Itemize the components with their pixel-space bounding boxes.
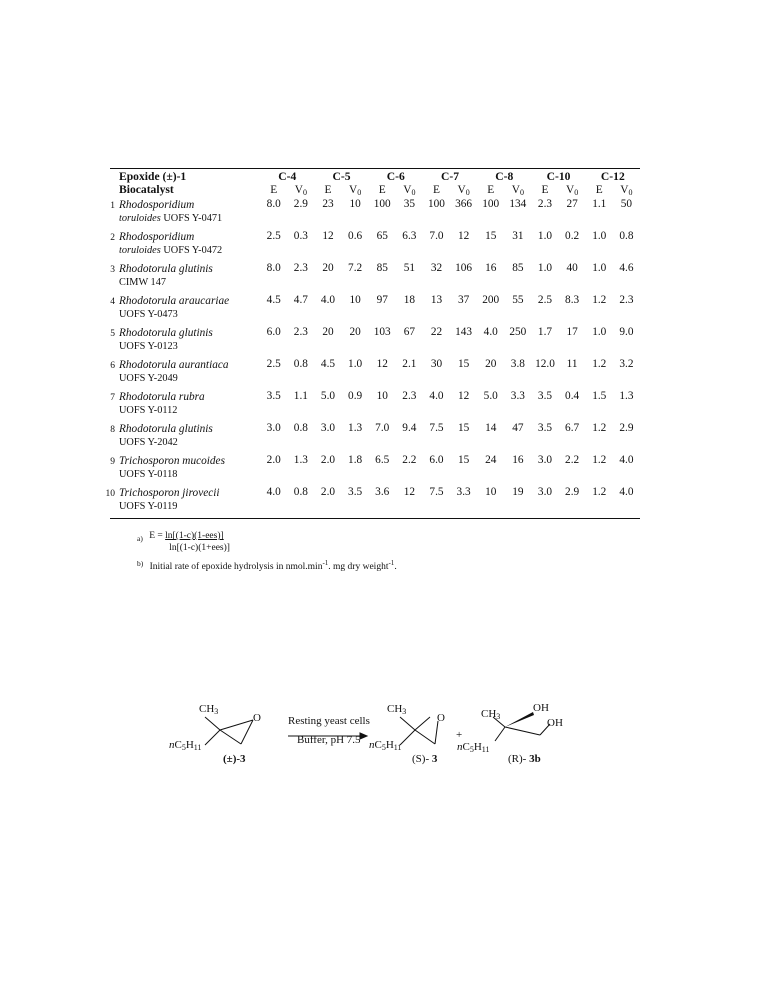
v0-value-cell: 4.7: [293, 294, 308, 306]
biocatalyst-cell: [110, 230, 260, 262]
v0-value-cell: 2.9: [293, 198, 308, 210]
v0-value-cell: 1.8: [348, 454, 363, 466]
substrate-oxygen: O: [253, 712, 261, 724]
arrow-label-top: Resting yeast cells: [288, 715, 370, 727]
v0-value-cell: 2.9: [565, 486, 580, 498]
footnote-a: [137, 530, 397, 554]
biocatalyst-cell: [110, 454, 260, 486]
row-number: 3: [110, 265, 115, 275]
substrate-label: (±)-3: [223, 753, 246, 765]
substrate-bond-ch3: [205, 717, 220, 730]
v0-value-cell: 47: [512, 422, 524, 434]
v0-value-cell: 0.8: [619, 230, 634, 242]
table-row: [110, 326, 640, 358]
v0-value-cell: 2.2: [565, 454, 580, 466]
product1-label: (S)- 3: [412, 753, 438, 765]
arrow-label-bottom: Buffer, pH 7.5: [297, 734, 361, 746]
product1-oxygen: O: [437, 712, 445, 724]
e-value-cell: 12.0: [535, 358, 555, 370]
substrate-ring-2: [220, 720, 253, 730]
col-header-c4: C-4: [278, 170, 297, 183]
table-row: [110, 390, 640, 422]
e-value-cell: 1.5: [592, 390, 607, 402]
v0-value-cell: 1.1: [293, 390, 308, 402]
row-number: 8: [110, 425, 115, 435]
v0-value-cell: 1.3: [348, 422, 363, 434]
row-number: 10: [105, 489, 115, 499]
e-value-cell: 12: [376, 358, 388, 370]
e-value-cell: 1.1: [592, 198, 607, 210]
species-name: Rhodosporidium: [119, 199, 195, 211]
v0-value-cell: 0.4: [565, 390, 580, 402]
v0-value-cell: 55: [512, 294, 524, 306]
product1-ch3: $CH_3$: [387, 703, 407, 716]
e-value-cell: 4.0: [266, 486, 281, 498]
v0-value-cell: 2.2: [402, 454, 417, 466]
v0-value-cell: 143: [455, 326, 473, 338]
e-value-cell: 20: [485, 358, 497, 370]
v0-value-cell: 1.3: [619, 390, 634, 402]
row-number: 2: [110, 233, 115, 243]
e-value-cell: 4.5: [320, 358, 336, 370]
e-value-cell: 85: [376, 262, 388, 274]
e-value-cell: 1.2: [592, 486, 607, 498]
e-value-cell: 10: [485, 486, 497, 498]
e-value-cell: 100: [428, 198, 445, 210]
footnote-b-text-3: .: [394, 562, 397, 573]
e-value-cell: 1.2: [592, 358, 607, 370]
e-value-cell: 15: [485, 230, 497, 242]
v0-value-cell: 2.3: [293, 326, 308, 338]
v0-value-cell: 3.5: [348, 486, 363, 498]
strain-code: UOFS Y-0118: [119, 468, 178, 480]
species-name: Rhodosporidium: [119, 231, 195, 243]
biocatalyst-cell: [105, 486, 260, 518]
v0-value-cell: 35: [403, 198, 415, 210]
v0-value-cell: 0.3: [293, 230, 308, 242]
v0-value-cell: 10: [349, 294, 361, 306]
e-value-cell: 16: [485, 262, 497, 274]
e-subheader: E: [324, 183, 332, 196]
e-subheader: E: [595, 183, 603, 196]
v0-value-cell: 19: [512, 486, 524, 498]
e-value-cell: 1.0: [592, 230, 607, 242]
formula-denominator: ln[(1-c)(1+ees)]: [169, 543, 230, 553]
substrate-pentyl: $nC_5H_{11}$: [169, 739, 202, 752]
e-value-cell: 65: [376, 230, 388, 242]
v0-subheader: $V_0$: [566, 183, 579, 197]
v0-value-cell: 8.3: [565, 294, 580, 306]
v0-value-cell: 2.3: [293, 262, 308, 274]
species-name: Trichosporon mucoides: [119, 455, 225, 467]
e-value-cell: 3.0: [266, 422, 281, 434]
e-value-cell: 7.0: [375, 422, 390, 434]
table-row: [110, 358, 640, 390]
e-value-cell: 2.0: [320, 454, 336, 466]
e-value-cell: 14: [485, 422, 497, 434]
table-row: [110, 230, 640, 262]
e-value-cell: 1.0: [592, 262, 607, 274]
col-header-c5: C-5: [332, 170, 351, 183]
product2-oh2: OH: [547, 717, 563, 729]
v0-value-cell: 12: [403, 486, 415, 498]
v0-value-cell: 67: [403, 326, 415, 338]
v0-value-cell: 9.4: [402, 422, 417, 434]
v0-value-cell: 18: [403, 294, 415, 306]
v0-value-cell: 6.7: [565, 422, 580, 434]
species-name: Rhodotorula aurantiaca: [119, 359, 229, 371]
v0-value-cell: 51: [403, 262, 415, 274]
v0-value-cell: 50: [620, 198, 633, 210]
e-subheader: E: [378, 183, 386, 196]
e-value-cell: 7.0: [429, 230, 444, 242]
e-value-cell: 12: [322, 230, 334, 242]
e-value-cell: 1.0: [537, 262, 553, 274]
e-value-cell: 2.5: [266, 358, 281, 370]
row-number: 4: [110, 297, 115, 307]
v0-value-cell: 250: [509, 326, 527, 338]
product1-pentyl: $nC_5H_{11}$: [369, 739, 402, 752]
e-value-cell: 10: [376, 390, 388, 402]
substrate-ring-1: [220, 730, 241, 744]
e-value-cell: 32: [430, 262, 443, 274]
e-value-cell: 6.0: [266, 326, 281, 338]
species-name: Rhodotorula glutinis: [119, 263, 213, 275]
v0-value-cell: 4.0: [619, 486, 634, 498]
substrate-bond-r: [205, 730, 220, 745]
v0-value-cell: 3.8: [510, 358, 525, 370]
enantioselectivity-formula: [149, 530, 230, 554]
e-value-cell: 2.5: [537, 294, 553, 306]
e-value-cell: 5.0: [483, 390, 498, 402]
strain-code: CIMW 147: [119, 276, 167, 288]
col-header-c12: C-12: [600, 170, 625, 183]
strain-code: UOFS Y-0119: [119, 500, 178, 512]
product2-wedge-oh1: [505, 712, 534, 727]
e-value-cell: 20: [322, 262, 334, 274]
product2-label: (R)- 3b: [508, 753, 541, 765]
e-value-cell: 3.5: [266, 390, 281, 402]
col-header-c7: C-7: [441, 170, 460, 183]
footnotes: [137, 530, 402, 573]
e-value-cell: 1.2: [592, 454, 607, 466]
col-header-c6: C-6: [386, 170, 405, 183]
epoxide-header: Epoxide (±)-1: [119, 170, 187, 183]
v0-subheader: $V_0$: [348, 183, 362, 197]
v0-subheader: $V_0$: [511, 183, 524, 197]
v0-value-cell: 9.0: [619, 326, 634, 338]
v0-value-cell: 12: [457, 390, 470, 402]
v0-value-cell: 11: [566, 358, 578, 370]
e-value-cell: 13: [430, 294, 443, 306]
footnote-b: [137, 557, 397, 573]
biocatalyst-cell: [110, 358, 260, 390]
substrate-ch3: $CH_3$: [199, 703, 219, 716]
v0-value-cell: 3.3: [456, 486, 471, 498]
v0-value-cell: 106: [455, 262, 473, 274]
v0-value-cell: 0.8: [293, 486, 308, 498]
e-value-cell: 1.2: [592, 294, 607, 306]
footnote-a-mark: a): [137, 534, 143, 544]
formula-prefix: E =: [149, 531, 163, 541]
product1-ring-2: [415, 717, 430, 730]
biocatalyst-cell: [110, 198, 260, 230]
footnote-b-sup-1: -1: [322, 559, 329, 567]
species-name: Rhodotorula glutinis: [119, 327, 213, 339]
product1-bond-r: [400, 730, 415, 745]
v0-subheader: $V_0$: [620, 183, 633, 197]
e-subheader: E: [433, 183, 440, 196]
e-value-cell: 2.3: [537, 198, 553, 210]
species-name: Trichosporon jirovecii: [119, 487, 220, 499]
results-table: [105, 168, 640, 519]
v0-value-cell: 40: [566, 262, 578, 274]
v0-value-cell: 0.2: [565, 230, 580, 242]
product2-ch3: $CH_3$: [481, 708, 501, 721]
row-number: 5: [110, 329, 115, 339]
v0-value-cell: 15: [457, 422, 470, 434]
reaction-scheme: [169, 695, 595, 785]
v0-value-cell: 2.3: [402, 390, 417, 402]
biocatalyst-cell: [110, 422, 260, 454]
v0-subheader: $V_0$: [457, 183, 470, 197]
e-value-cell: 2.5: [266, 230, 281, 242]
table-bottom-rule: [110, 518, 640, 519]
e-value-cell: 1.7: [537, 326, 553, 338]
v0-value-cell: 2.3: [619, 294, 634, 306]
table-row: [110, 262, 640, 294]
formula-numerator: ln[(1-c)(1-ees)]: [165, 531, 224, 541]
e-value-cell: 3.0: [537, 454, 553, 466]
footnote-b-sup-2: -1: [388, 559, 395, 567]
e-subheader: E: [487, 183, 495, 196]
footnote-b-text-1: Initial rate of epoxide hydrolysis in nmol.min: [149, 562, 323, 573]
biocatalyst-cell: [110, 294, 260, 326]
v0-value-cell: 0.8: [293, 422, 308, 434]
e-subheader: E: [270, 183, 278, 196]
v0-value-cell: 17: [566, 326, 578, 338]
biocatalyst-header: Biocatalyst: [119, 182, 174, 196]
v0-value-cell: 16: [512, 454, 524, 466]
footnote-b-mark: b): [137, 559, 144, 569]
v0-value-cell: 85: [512, 262, 524, 274]
v0-subheader: $V_0$: [294, 183, 307, 197]
e-value-cell: 1.2: [592, 422, 607, 434]
v0-value-cell: 7.2: [348, 262, 363, 274]
strain-code: UOFS Y-0473: [119, 308, 178, 320]
v0-value-cell: 1.3: [293, 454, 308, 466]
e-value-cell: 2.0: [320, 486, 336, 498]
e-value-cell: 24: [485, 454, 497, 466]
v0-value-cell: 4.6: [619, 262, 634, 274]
strain-code: UOFS Y-0123: [119, 340, 178, 352]
e-value-cell: 22: [430, 326, 443, 338]
v0-value-cell: 20: [349, 326, 361, 338]
e-value-cell: 8.0: [266, 262, 281, 274]
e-value-cell: 3.6: [375, 486, 390, 498]
v0-value-cell: 2.9: [619, 422, 634, 434]
e-value-cell: 3.0: [320, 422, 336, 434]
e-value-cell: 4.0: [483, 326, 498, 338]
species-name: Rhodotorula araucariae: [119, 295, 230, 307]
v0-value-cell: 0.6: [348, 230, 363, 242]
e-subheader: E: [541, 183, 549, 196]
v0-value-cell: 0.8: [293, 358, 308, 370]
e-value-cell: 23: [322, 198, 334, 210]
row-number: 9: [110, 457, 115, 467]
e-value-cell: 1.0: [537, 230, 553, 242]
e-value-cell: 30: [430, 358, 443, 370]
plus-sign: +: [456, 729, 463, 741]
e-value-cell: 6.0: [429, 454, 444, 466]
v0-value-cell: 134: [509, 198, 527, 210]
table-row: [110, 198, 640, 230]
table-row: [110, 454, 640, 486]
product2-oh1: OH: [533, 702, 549, 714]
strain-code: UOFS Y-2042: [119, 436, 178, 448]
e-value-cell: 20: [322, 326, 334, 338]
product2-bond-r: [495, 727, 505, 741]
e-value-cell: 3.5: [537, 390, 553, 402]
e-value-cell: 4.0: [320, 294, 336, 306]
v0-value-cell: 3.3: [510, 390, 525, 402]
e-value-cell: 7.5: [429, 486, 444, 498]
v0-value-cell: 2.1: [402, 358, 417, 370]
v0-value-cell: 6.3: [402, 230, 417, 242]
v0-value-cell: 15: [457, 454, 470, 466]
product1-ring-1: [415, 730, 435, 744]
product2-bond-ch2: [505, 727, 540, 735]
v0-value-cell: 12: [457, 230, 470, 242]
row-number: 1: [110, 201, 115, 211]
v0-value-cell: 1.0: [348, 358, 363, 370]
e-value-cell: 8.0: [266, 198, 281, 210]
e-value-cell: 1.0: [592, 326, 607, 338]
v0-value-cell: 366: [455, 198, 473, 210]
footnote-b-text-2: . mg dry weight: [328, 562, 389, 573]
strain-code: toruloides UOFS Y-0472: [119, 244, 223, 256]
v0-value-cell: 15: [457, 358, 470, 370]
product2-pentyl: $nC_5H_{11}$: [457, 741, 490, 754]
e-value-cell: 3.5: [537, 422, 553, 434]
row-number: 6: [110, 361, 115, 371]
table-row: [110, 294, 640, 326]
biocatalyst-cell: [110, 262, 260, 294]
v0-value-cell: 0.9: [348, 390, 363, 402]
e-value-cell: 6.5: [375, 454, 390, 466]
strain-code: UOFS Y-0112: [119, 404, 178, 416]
biocatalyst-cell: [110, 326, 260, 358]
species-name: Rhodotorula rubra: [119, 391, 205, 403]
v0-subheader: $V_0$: [403, 183, 416, 197]
e-value-cell: 100: [482, 198, 500, 210]
col-header-c8: C-8: [495, 170, 514, 183]
product1-bond-ch3: [400, 717, 415, 730]
e-value-cell: 200: [482, 294, 500, 306]
v0-value-cell: 37: [457, 294, 470, 306]
strain-code: toruloides UOFS Y-0471: [119, 212, 223, 224]
v0-value-cell: 4.0: [619, 454, 634, 466]
biocatalyst-cell: [110, 390, 260, 422]
v0-value-cell: 31: [512, 230, 524, 242]
species-name: Rhodotorula glutinis: [119, 423, 213, 435]
v0-value-cell: 3.2: [619, 358, 634, 370]
strain-code: UOFS Y-2049: [119, 372, 178, 384]
v0-value-cell: 27: [566, 198, 578, 210]
reaction-arrow-head: [360, 733, 367, 739]
v0-value-cell: 10: [349, 198, 361, 210]
e-value-cell: 5.0: [320, 390, 336, 402]
e-value-cell: 97: [376, 294, 388, 306]
col-header-c10: C-10: [546, 170, 571, 183]
e-value-cell: 100: [373, 198, 391, 210]
table-row: [110, 486, 640, 518]
row-number: 7: [110, 393, 115, 403]
e-value-cell: 3.0: [537, 486, 553, 498]
e-value-cell: 7.5: [429, 422, 444, 434]
e-value-cell: 2.0: [266, 454, 281, 466]
table-row: [110, 422, 640, 454]
product1-ring-3: [435, 721, 438, 744]
e-value-cell: 4.5: [266, 294, 281, 306]
e-value-cell: 103: [373, 326, 391, 338]
e-value-cell: 4.0: [429, 390, 444, 402]
